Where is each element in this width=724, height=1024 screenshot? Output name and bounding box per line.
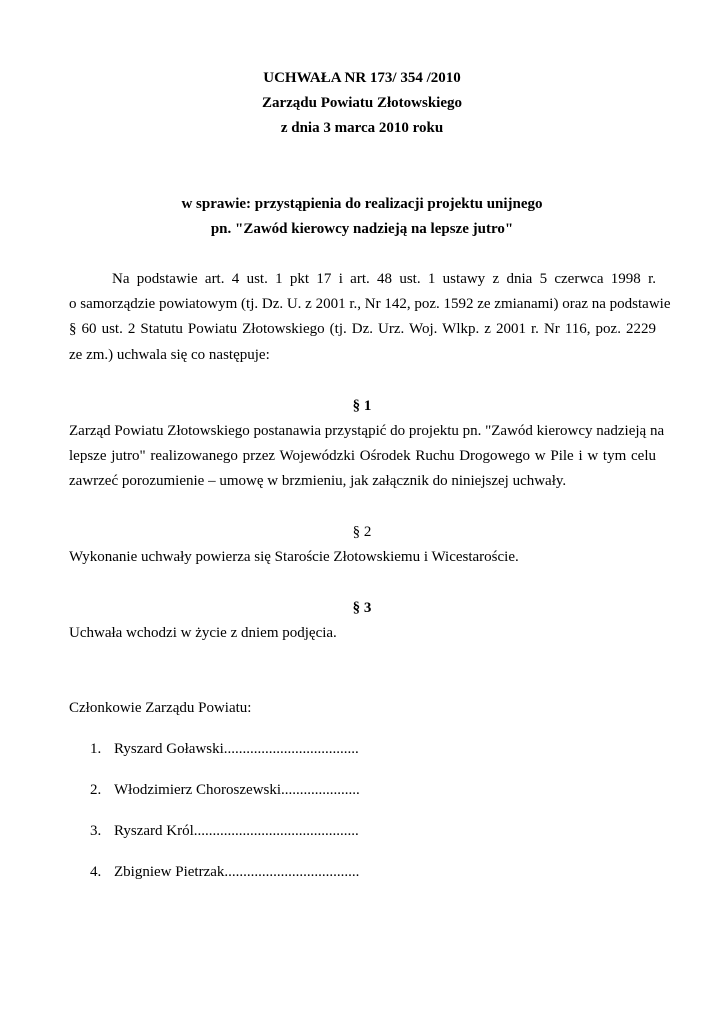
section-1-line-3: zawrzeć porozumienie – umowę w brzmieniu, jak załącznik do niniejszej uchwały. bbox=[69, 473, 567, 489]
list-item-number: 3. bbox=[90, 823, 102, 839]
member-signature-line: Włodzimierz Choroszewski..................... bbox=[114, 782, 360, 798]
resolution-title: UCHWAŁA NR 173/ 354 /2010 bbox=[263, 70, 461, 86]
section-1-line-2: lepsze jutro" realizowanego przez Wojewódzki Ośrodek Ruchu Drogowego w Pile i w tym celu bbox=[69, 448, 656, 464]
resolution-issuer: Zarządu Powiatu Złotowskiego bbox=[261, 95, 462, 111]
list-item-number: 4. bbox=[90, 864, 102, 880]
member-signature-line: Zbigniew Pietrzak.................................... bbox=[114, 864, 360, 880]
member-signature-line: Ryszard Goławski.................................... bbox=[114, 741, 359, 757]
section-3-heading: § 3 bbox=[352, 600, 372, 616]
member-signature-line: Ryszard Król............................................ bbox=[114, 823, 359, 839]
list-item-number: 1. bbox=[90, 741, 102, 757]
section-3-line-1: Uchwała wchodzi w życie z dniem podjęcia. bbox=[69, 625, 337, 641]
resolution-date: z dnia 3 marca 2010 roku bbox=[280, 120, 444, 136]
members-heading: Członkowie Zarządu Powiatu: bbox=[69, 700, 252, 716]
list-item-number: 2. bbox=[90, 782, 102, 798]
section-1-heading: § 1 bbox=[352, 398, 372, 414]
section-2-heading: § 2 bbox=[352, 524, 372, 540]
preamble-line-2: o samorządzie powiatowym (tj. Dz. U. z 2001 r., Nr 142, poz. 1592 ze zmianami) oraz na podstawie bbox=[69, 296, 671, 312]
subject-line-2: pn. "Zawód kierowcy nadzieją na lepsze jutro" bbox=[210, 221, 514, 237]
preamble-line-4: ze zm.) uchwala się co następuje: bbox=[69, 347, 270, 363]
preamble-line-3: § 60 ust. 2 Statutu Powiatu Złotowskiego (tj. Dz. Urz. Woj. Wlkp. z 2001 r. Nr 116, poz. 2229 bbox=[69, 321, 656, 337]
section-1-line-1: Zarząd Powiatu Złotowskiego postanawia przystąpić do projektu pn. "Zawód kierowcy nadzieją na bbox=[69, 423, 665, 439]
subject-line-1: w sprawie: przystąpienia do realizacji projektu unijnego bbox=[181, 196, 543, 212]
preamble-line-1: Na podstawie art. 4 ust. 1 pkt 17 i art. 48 ust. 1 ustawy z dnia 5 czerwca 1998 r. bbox=[112, 271, 656, 287]
section-2-line-1: Wykonanie uchwały powierza się Staroście Złotowskiemu i Wicestaroście. bbox=[69, 549, 519, 565]
